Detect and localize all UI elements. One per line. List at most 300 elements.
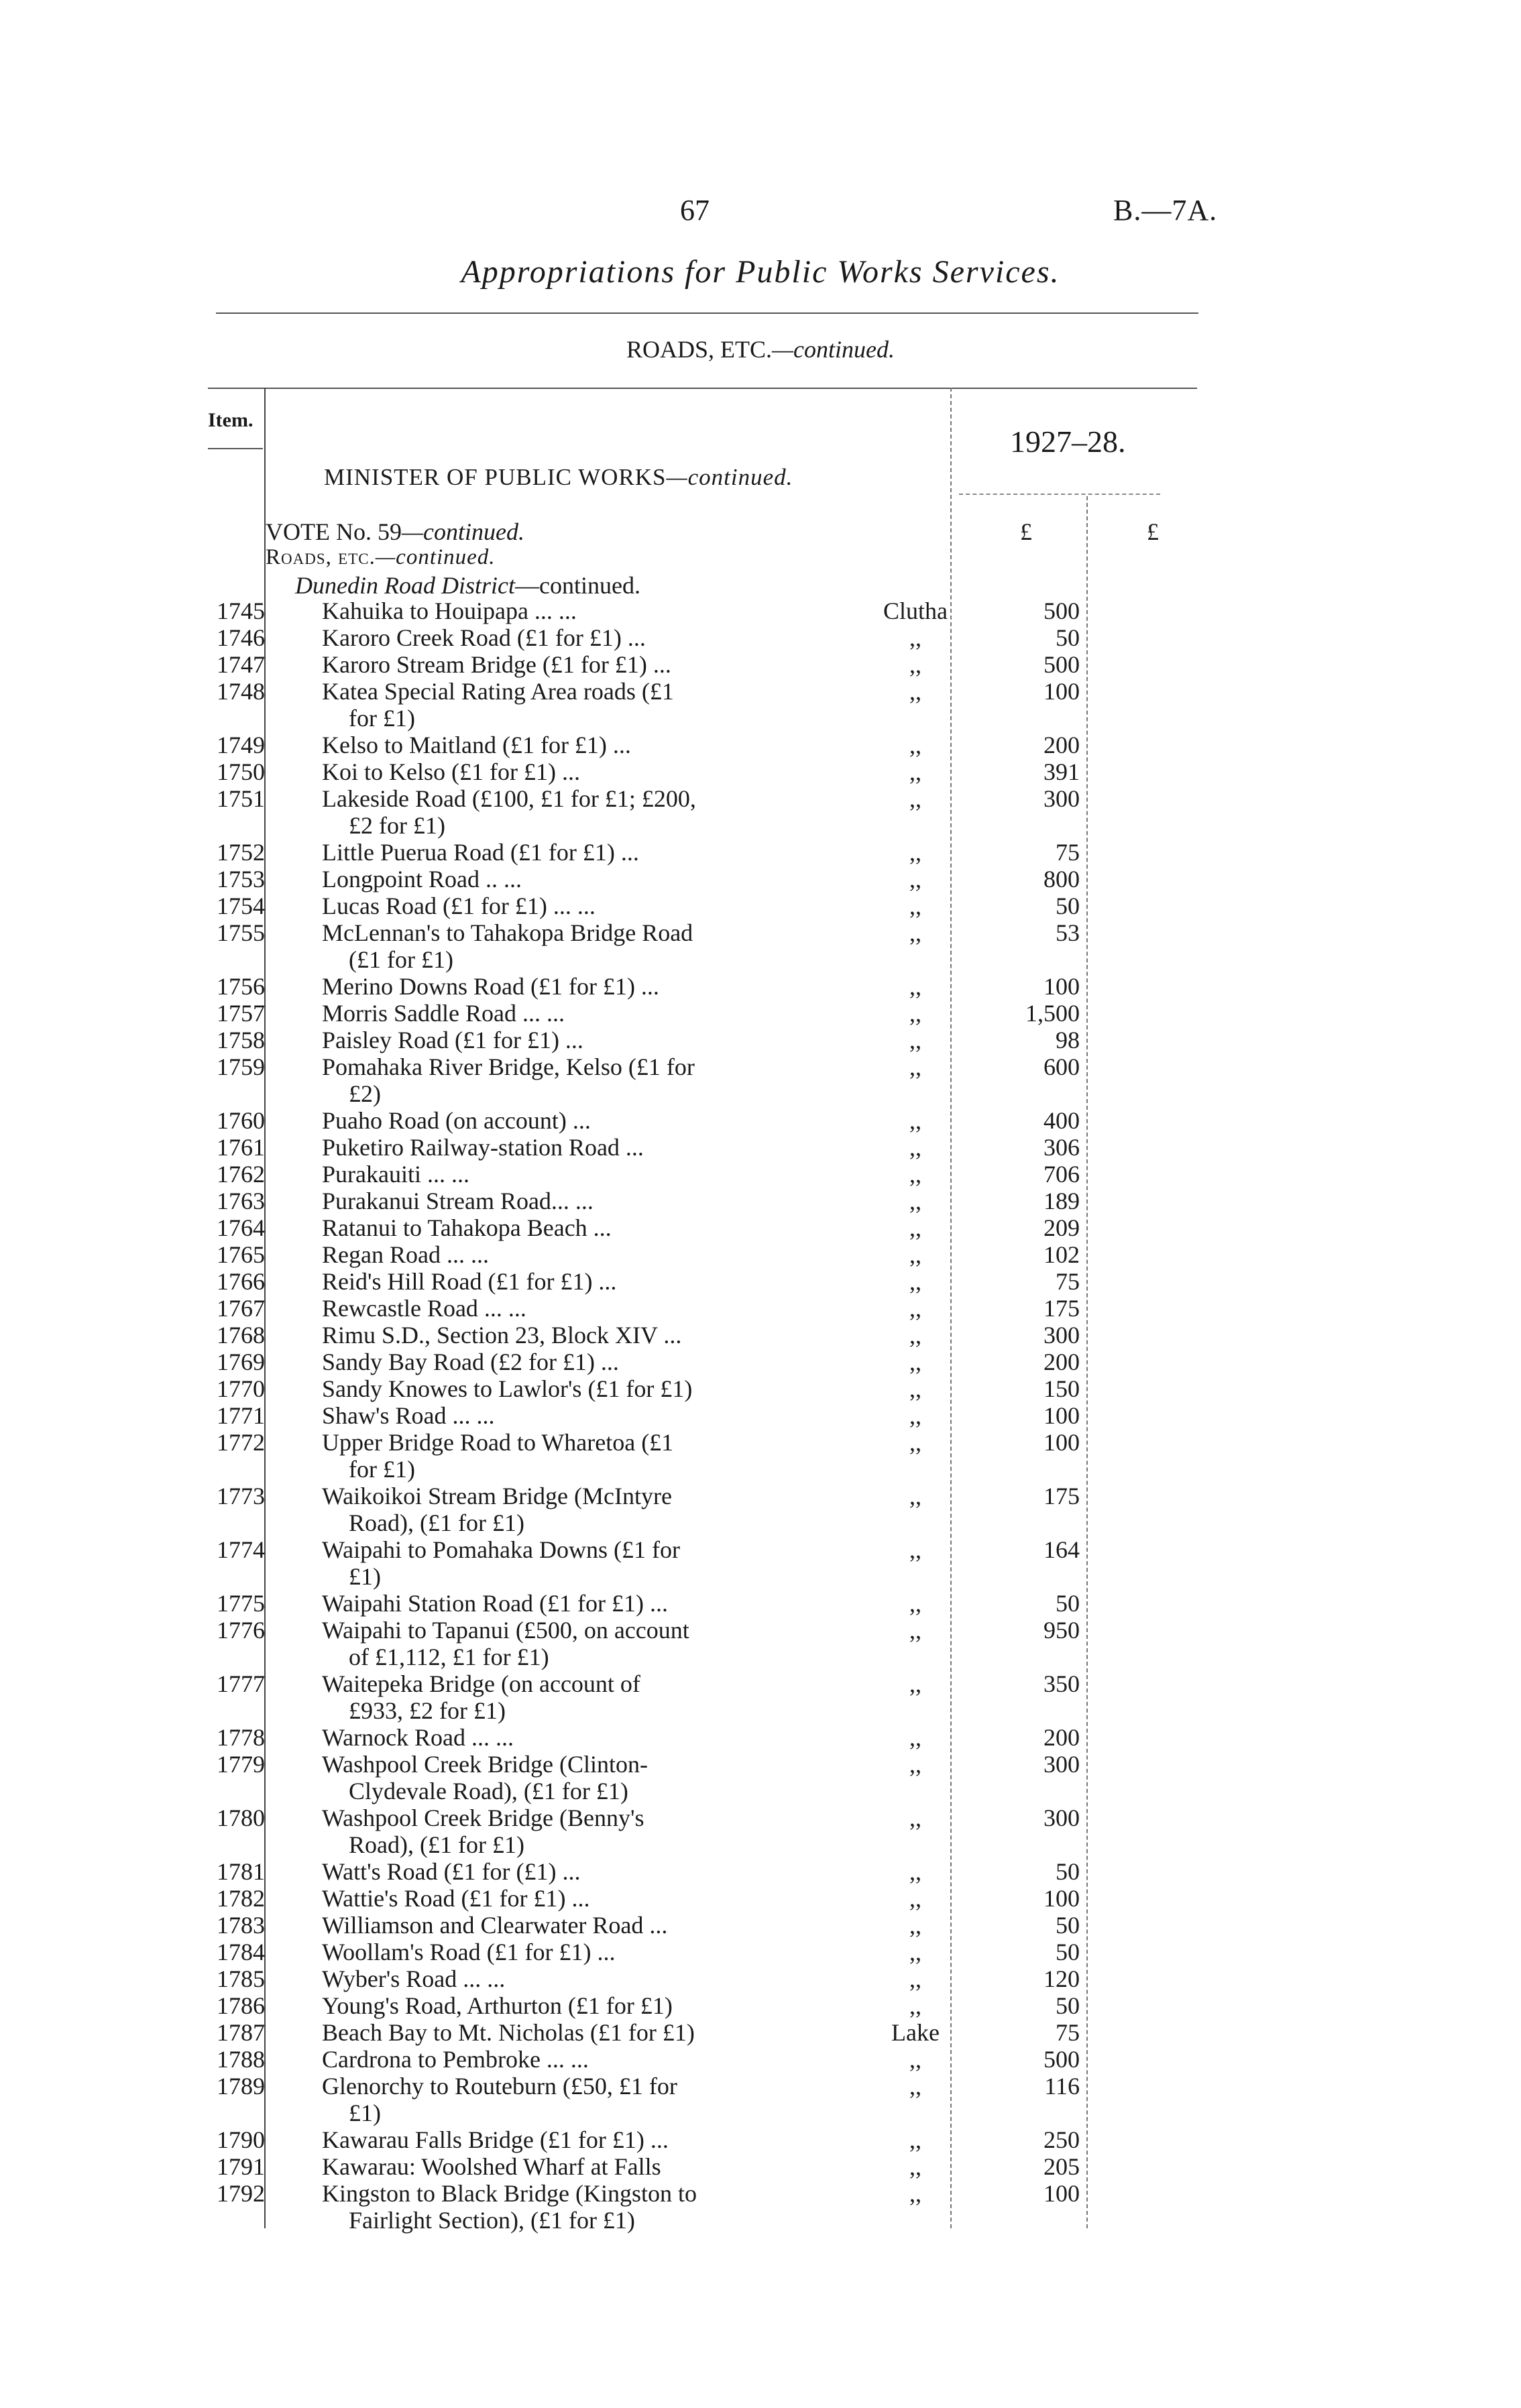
- item-district: ,,: [909, 2046, 921, 2073]
- item-description-continuation: £933, £2 for £1): [349, 1697, 506, 1724]
- section-label: ROADS, ETC.: [626, 336, 773, 363]
- item-district: ,,: [909, 1241, 921, 1268]
- table-row: [0, 1429, 1521, 1483]
- item-description: [322, 1241, 765, 1268]
- item-description: [322, 1939, 765, 1965]
- table-row: [0, 1027, 1521, 1053]
- item-district: ,,: [909, 2073, 921, 2100]
- item-description-text: Beach Bay to Mt. Nicholas (£1 for £1): [322, 2019, 695, 2046]
- item-district: ,,: [909, 1107, 921, 1134]
- item-district: ,,: [909, 1027, 921, 1053]
- item-amount: 50: [1056, 1590, 1080, 1617]
- table-row: [0, 1295, 1521, 1322]
- table-row: [0, 919, 1521, 973]
- table-row: [0, 1268, 1521, 1295]
- item-amount: 500: [1044, 651, 1080, 678]
- item-district: ,,: [909, 758, 921, 785]
- item-district: ,,: [909, 1295, 921, 1322]
- table-row: [0, 1536, 1521, 1590]
- item-description: [322, 1268, 765, 1295]
- item-amount: 100: [1044, 1429, 1080, 1456]
- item-description: [322, 785, 765, 839]
- item-amount: 100: [1044, 2180, 1080, 2207]
- item-description-continuation: for £1): [349, 705, 415, 732]
- item-number: 1746: [217, 624, 265, 651]
- item-number: 1792: [217, 2180, 265, 2207]
- item-description-text: Wattie's Road (£1 for £1) ...: [322, 1885, 590, 1912]
- item-description-text: Lucas Road (£1 for £1) ... ...: [322, 893, 596, 919]
- roads-subheading: [266, 545, 496, 570]
- table-row: [0, 1724, 1521, 1751]
- section-heading: [0, 335, 1521, 363]
- item-description-text: Kelso to Maitland (£1 for £1) ...: [322, 732, 631, 758]
- item-amount: 250: [1044, 2126, 1080, 2153]
- item-amount: 75: [1056, 2019, 1080, 2046]
- item-description-text: Warnock Road ... ...: [322, 1724, 514, 1751]
- item-number: 1769: [217, 1349, 265, 1375]
- item-number: 1779: [217, 1751, 265, 1778]
- item-number: 1761: [217, 1134, 265, 1161]
- item-description-text: Kawarau: Woolshed Wharf at Falls: [322, 2153, 661, 2180]
- item-district: ,,: [909, 1617, 921, 1644]
- appropriation-table: [0, 597, 1521, 2234]
- item-description: [322, 651, 765, 678]
- item-district: ,,: [909, 1483, 921, 1509]
- item-number: 1745: [217, 597, 265, 624]
- item-description-text: Sandy Bay Road (£2 for £1) ...: [322, 1349, 619, 1375]
- table-row: [0, 732, 1521, 758]
- year-column-header: 1927–28.: [1010, 424, 1126, 459]
- item-district: ,,: [909, 1134, 921, 1161]
- table-row: [0, 1590, 1521, 1617]
- item-number: 1778: [217, 1724, 265, 1751]
- item-district: ,,: [909, 919, 921, 946]
- item-amount: 100: [1044, 1885, 1080, 1912]
- item-number: 1790: [217, 2126, 265, 2153]
- item-district: ,,: [909, 1161, 921, 1188]
- table-row: [0, 973, 1521, 1000]
- pound-symbol-amount: £: [1020, 518, 1032, 545]
- item-amount: 306: [1044, 1134, 1080, 1161]
- item-description-text: Williamson and Clearwater Road ...: [322, 1912, 668, 1939]
- title-rule: [216, 312, 1198, 314]
- item-description: [322, 866, 765, 893]
- item-description-text: McLennan's to Tahakopa Bridge Road: [322, 919, 693, 946]
- item-district: ,,: [909, 624, 921, 651]
- item-amount: 600: [1044, 1053, 1080, 1080]
- item-description: [322, 839, 765, 866]
- item-description-text: Longpoint Road .. ...: [322, 866, 522, 893]
- item-description-text: Rimu S.D., Section 23, Block XIV ...: [322, 1322, 682, 1349]
- item-number: 1781: [217, 1858, 265, 1885]
- item-district: ,,: [909, 1885, 921, 1912]
- item-number: 1760: [217, 1107, 265, 1134]
- item-description-text: Puaho Road (on account) ...: [322, 1107, 591, 1134]
- item-description-continuation: £2): [349, 1080, 381, 1107]
- table-row: [0, 1992, 1521, 2019]
- item-amount: 50: [1056, 1992, 1080, 2019]
- item-description: [322, 1375, 765, 1402]
- item-description: [322, 1134, 765, 1161]
- item-number: 1754: [217, 893, 265, 919]
- table-row: [0, 2126, 1521, 2153]
- item-number: 1785: [217, 1965, 265, 1992]
- vote-heading: [266, 518, 524, 546]
- item-description-continuation: £2 for £1): [349, 812, 445, 839]
- item-description: [322, 1483, 765, 1536]
- item-description-text: Washpool Creek Bridge (Benny's: [322, 1804, 644, 1831]
- item-number: 1763: [217, 1188, 265, 1214]
- item-number: 1788: [217, 2046, 265, 2073]
- table-top-rule: [208, 388, 1197, 389]
- item-district: ,,: [909, 1912, 921, 1939]
- item-description-text: Rewcastle Road ... ...: [322, 1295, 526, 1322]
- item-district: ,,: [909, 678, 921, 705]
- item-district: ,,: [909, 1804, 921, 1831]
- item-district: ,,: [909, 1670, 921, 1697]
- item-header-rule: [208, 448, 263, 449]
- item-district: ,,: [909, 1858, 921, 1885]
- item-description-text: Waitepeka Bridge (on account of: [322, 1670, 640, 1697]
- item-number: 1756: [217, 973, 265, 1000]
- item-district: ,,: [909, 1590, 921, 1617]
- page-number: 67: [680, 194, 710, 227]
- item-number: 1783: [217, 1912, 265, 1939]
- district-label: Dunedin Road District: [295, 572, 515, 599]
- vote-suffix: —continued.: [401, 518, 524, 545]
- item-number: 1767: [217, 1295, 265, 1322]
- item-district: ,,: [909, 866, 921, 893]
- item-description-text: Purakanui Stream Road... ...: [322, 1188, 594, 1214]
- table-row: [0, 597, 1521, 624]
- item-description-text: Katea Special Rating Area roads (£1: [322, 678, 674, 705]
- item-district: ,,: [909, 1214, 921, 1241]
- item-description-text: Watt's Road (£1 for (£1) ...: [322, 1858, 581, 1885]
- item-description: [322, 1027, 765, 1053]
- item-description: [322, 1214, 765, 1241]
- item-column-header: Item.: [208, 409, 253, 431]
- item-amount: 120: [1044, 1965, 1080, 1992]
- item-description-text: Lakeside Road (£100, £1 for £1; £200,: [322, 785, 696, 812]
- item-amount: 800: [1044, 866, 1080, 893]
- item-district: ,,: [909, 2126, 921, 2153]
- item-description: [322, 1858, 765, 1885]
- item-description-text: Cardrona to Pembroke ... ...: [322, 2046, 589, 2073]
- item-description: [322, 1590, 765, 1617]
- item-amount: 175: [1044, 1483, 1080, 1509]
- minister-label: MINISTER OF PUBLIC WORKS: [324, 464, 667, 490]
- item-description: [322, 758, 765, 785]
- item-number: 1764: [217, 1214, 265, 1241]
- item-district: ,,: [909, 1188, 921, 1214]
- table-row: [0, 1053, 1521, 1107]
- year-header-rule: [959, 494, 1160, 495]
- item-number: 1762: [217, 1161, 265, 1188]
- item-description: [322, 1670, 765, 1724]
- item-description-text: Waipahi to Pomahaka Downs (£1 for: [322, 1536, 680, 1563]
- item-number: 1770: [217, 1375, 265, 1402]
- item-amount: 50: [1056, 893, 1080, 919]
- item-description-continuation: for £1): [349, 1456, 415, 1483]
- item-description-text: Washpool Creek Bridge (Clinton-: [322, 1751, 649, 1778]
- item-description-text: Sandy Knowes to Lawlor's (£1 for £1): [322, 1375, 693, 1402]
- item-district: ,,: [909, 1724, 921, 1751]
- item-description: [322, 919, 765, 973]
- table-row: [0, 1670, 1521, 1724]
- table-row: [0, 1939, 1521, 1965]
- item-number: 1773: [217, 1483, 265, 1509]
- item-district: ,,: [909, 1322, 921, 1349]
- item-description: [322, 2046, 765, 2073]
- item-description: [322, 893, 765, 919]
- table-row: [0, 1161, 1521, 1188]
- item-district: ,,: [909, 1375, 921, 1402]
- document-reference: B.—7A.: [1113, 194, 1218, 227]
- item-description: [322, 1402, 765, 1429]
- table-row: [0, 624, 1521, 651]
- item-number: 1776: [217, 1617, 265, 1644]
- table-row: [0, 678, 1521, 732]
- item-description: [322, 624, 765, 651]
- item-district: ,,: [909, 785, 921, 812]
- table-row: [0, 2073, 1521, 2126]
- minister-heading: [324, 464, 793, 491]
- table-row: [0, 1617, 1521, 1670]
- item-district: ,,: [909, 1939, 921, 1965]
- table-row: [0, 1804, 1521, 1858]
- item-amount: 200: [1044, 1724, 1080, 1751]
- item-description-text: Waipahi Station Road (£1 for £1) ...: [322, 1590, 669, 1617]
- item-description: [322, 1724, 765, 1751]
- table-row: [0, 866, 1521, 893]
- item-district: ,,: [909, 1349, 921, 1375]
- item-description: [322, 1804, 765, 1858]
- table-row: [0, 839, 1521, 866]
- table-row: [0, 2153, 1521, 2180]
- item-amount: 50: [1056, 624, 1080, 651]
- item-description-text: Morris Saddle Road ... ...: [322, 1000, 565, 1027]
- table-row: [0, 1751, 1521, 1804]
- item-number: 1791: [217, 2153, 265, 2180]
- item-description-text: Young's Road, Arthurton (£1 for £1): [322, 1992, 673, 2019]
- item-district: ,,: [909, 732, 921, 758]
- item-number: 1777: [217, 1670, 265, 1697]
- item-amount: 300: [1044, 1804, 1080, 1831]
- item-description-text: Kahuika to Houipapa ... ...: [322, 597, 577, 624]
- item-number: 1749: [217, 732, 265, 758]
- item-number: 1766: [217, 1268, 265, 1295]
- item-description-text: Shaw's Road ... ...: [322, 1402, 495, 1429]
- item-number: 1789: [217, 2073, 265, 2100]
- pound-symbol-total: £: [1147, 518, 1159, 545]
- item-description-text: Ratanui to Tahakopa Beach ...: [322, 1214, 612, 1241]
- item-description: [322, 2126, 765, 2153]
- item-amount: 102: [1044, 1241, 1080, 1268]
- item-amount: 175: [1044, 1295, 1080, 1322]
- item-district: Clutha: [883, 597, 948, 624]
- item-amount: 200: [1044, 732, 1080, 758]
- item-district: ,,: [909, 1268, 921, 1295]
- item-amount: 950: [1044, 1617, 1080, 1644]
- item-district: ,,: [909, 1429, 921, 1456]
- item-amount: 300: [1044, 1322, 1080, 1349]
- item-description-text: Purakauiti ... ...: [322, 1161, 469, 1188]
- item-district: ,,: [909, 973, 921, 1000]
- item-number: 1782: [217, 1885, 265, 1912]
- item-description: [322, 1992, 765, 2019]
- item-description: [322, 2180, 765, 2234]
- item-description: [322, 1107, 765, 1134]
- item-description-text: Kingston to Black Bridge (Kingston to: [322, 2180, 697, 2207]
- item-description-text: Puketiro Railway-station Road ...: [322, 1134, 644, 1161]
- item-description-continuation: Fairlight Section), (£1 for £1): [349, 2207, 635, 2234]
- item-amount: 400: [1044, 1107, 1080, 1134]
- item-district: Lake: [891, 2019, 940, 2046]
- table-row: [0, 1214, 1521, 1241]
- item-number: 1752: [217, 839, 265, 866]
- item-amount: 300: [1044, 785, 1080, 812]
- item-description-text: Waikoikoi Stream Bridge (McIntyre: [322, 1483, 672, 1509]
- item-number: 1771: [217, 1402, 265, 1429]
- item-description: [322, 1751, 765, 1804]
- item-amount: 200: [1044, 1349, 1080, 1375]
- item-description: [322, 732, 765, 758]
- item-description: [322, 1617, 765, 1670]
- minister-suffix: —continued.: [666, 464, 793, 490]
- item-amount: 189: [1044, 1188, 1080, 1214]
- table-row: [0, 758, 1521, 785]
- item-description: [322, 1912, 765, 1939]
- item-amount: 100: [1044, 1402, 1080, 1429]
- table-row: [0, 893, 1521, 919]
- item-number: 1784: [217, 1939, 265, 1965]
- item-description: [322, 1161, 765, 1188]
- table-row: [0, 1241, 1521, 1268]
- item-district: ,,: [909, 893, 921, 919]
- item-amount: 209: [1044, 1214, 1080, 1241]
- page-title: Appropriations for Public Works Services.: [461, 254, 1060, 290]
- item-district: ,,: [909, 1053, 921, 1080]
- item-number: 1768: [217, 1322, 265, 1349]
- item-number: 1780: [217, 1804, 265, 1831]
- table-row: [0, 2046, 1521, 2073]
- table-row: [0, 1965, 1521, 1992]
- item-description: [322, 1322, 765, 1349]
- item-description: [322, 1965, 765, 1992]
- table-row: [0, 1402, 1521, 1429]
- item-district: ,,: [909, 1965, 921, 1992]
- item-number: 1757: [217, 1000, 265, 1027]
- item-amount: 706: [1044, 1161, 1080, 1188]
- district-heading: [295, 571, 640, 599]
- item-description: [322, 1885, 765, 1912]
- item-number: 1787: [217, 2019, 265, 2046]
- item-description-text: Little Puerua Road (£1 for £1) ...: [322, 839, 639, 866]
- table-row: [0, 1322, 1521, 1349]
- item-description: [322, 1188, 765, 1214]
- item-number: 1774: [217, 1536, 265, 1563]
- item-description: [322, 1295, 765, 1322]
- item-description-text: Karoro Creek Road (£1 for £1) ...: [322, 624, 646, 651]
- item-amount: 164: [1044, 1536, 1080, 1563]
- item-description: [322, 1429, 765, 1483]
- item-amount: 116: [1044, 2073, 1080, 2100]
- item-description: [322, 1349, 765, 1375]
- item-description: [322, 678, 765, 732]
- item-number: 1753: [217, 866, 265, 893]
- item-number: 1775: [217, 1590, 265, 1617]
- item-amount: 75: [1056, 839, 1080, 866]
- item-amount: 300: [1044, 1751, 1080, 1778]
- item-description-text: Upper Bridge Road to Wharetoa (£1: [322, 1429, 674, 1456]
- item-district: ,,: [909, 1751, 921, 1778]
- item-description: [322, 973, 765, 1000]
- item-description-continuation: of £1,112, £1 for £1): [349, 1644, 549, 1670]
- table-row: [0, 1188, 1521, 1214]
- item-amount: 500: [1044, 2046, 1080, 2073]
- item-district: ,,: [909, 1402, 921, 1429]
- item-amount: 150: [1044, 1375, 1080, 1402]
- item-district: ,,: [909, 2180, 921, 2207]
- item-description: [322, 1053, 765, 1107]
- item-district: ,,: [909, 839, 921, 866]
- table-row: [0, 1107, 1521, 1134]
- item-description-continuation: £1): [349, 1563, 381, 1590]
- item-description: [322, 2019, 765, 2046]
- item-number: 1755: [217, 919, 265, 946]
- item-description-text: Glenorchy to Routeburn (£50, £1 for: [322, 2073, 677, 2100]
- item-amount: 205: [1044, 2153, 1080, 2180]
- table-row: [0, 1375, 1521, 1402]
- item-description-continuation: (£1 for £1): [349, 946, 453, 973]
- table-row: [0, 785, 1521, 839]
- item-description-text: Waipahi to Tapanui (£500, on account: [322, 1617, 689, 1644]
- item-description: [322, 1000, 765, 1027]
- item-amount: 500: [1044, 597, 1080, 624]
- item-description: [322, 597, 765, 624]
- table-row: [0, 1858, 1521, 1885]
- item-description-text: Reid's Hill Road (£1 for £1) ...: [322, 1268, 617, 1295]
- item-district: ,,: [909, 651, 921, 678]
- section-suffix: —continued.: [772, 336, 895, 363]
- item-amount: 391: [1044, 758, 1080, 785]
- item-district: ,,: [909, 1992, 921, 2019]
- table-row: [0, 1349, 1521, 1375]
- district-suffix: —continued.: [514, 572, 640, 599]
- item-district: ,,: [909, 2153, 921, 2180]
- item-number: 1759: [217, 1053, 265, 1080]
- item-description-text: Regan Road ... ...: [322, 1241, 489, 1268]
- item-amount: 98: [1056, 1027, 1080, 1053]
- item-number: 1772: [217, 1429, 265, 1456]
- item-description-text: Woollam's Road (£1 for £1) ...: [322, 1939, 616, 1965]
- item-amount: 50: [1056, 1939, 1080, 1965]
- item-description-continuation: Road), (£1 for £1): [349, 1509, 524, 1536]
- roads-suffix: —continued.: [375, 545, 496, 569]
- item-number: 1747: [217, 651, 265, 678]
- item-description: [322, 2073, 765, 2126]
- roads-label: Roads, etc.: [266, 545, 376, 569]
- item-number: 1751: [217, 785, 265, 812]
- item-number: 1758: [217, 1027, 265, 1053]
- vote-label: VOTE No. 59: [266, 518, 402, 545]
- item-description: [322, 2153, 765, 2180]
- item-description: [322, 1536, 765, 1590]
- item-description-text: Pomahaka River Bridge, Kelso (£1 for: [322, 1053, 695, 1080]
- item-amount: 350: [1044, 1670, 1080, 1697]
- item-description-text: Koi to Kelso (£1 for £1) ...: [322, 758, 580, 785]
- table-row: [0, 2180, 1521, 2234]
